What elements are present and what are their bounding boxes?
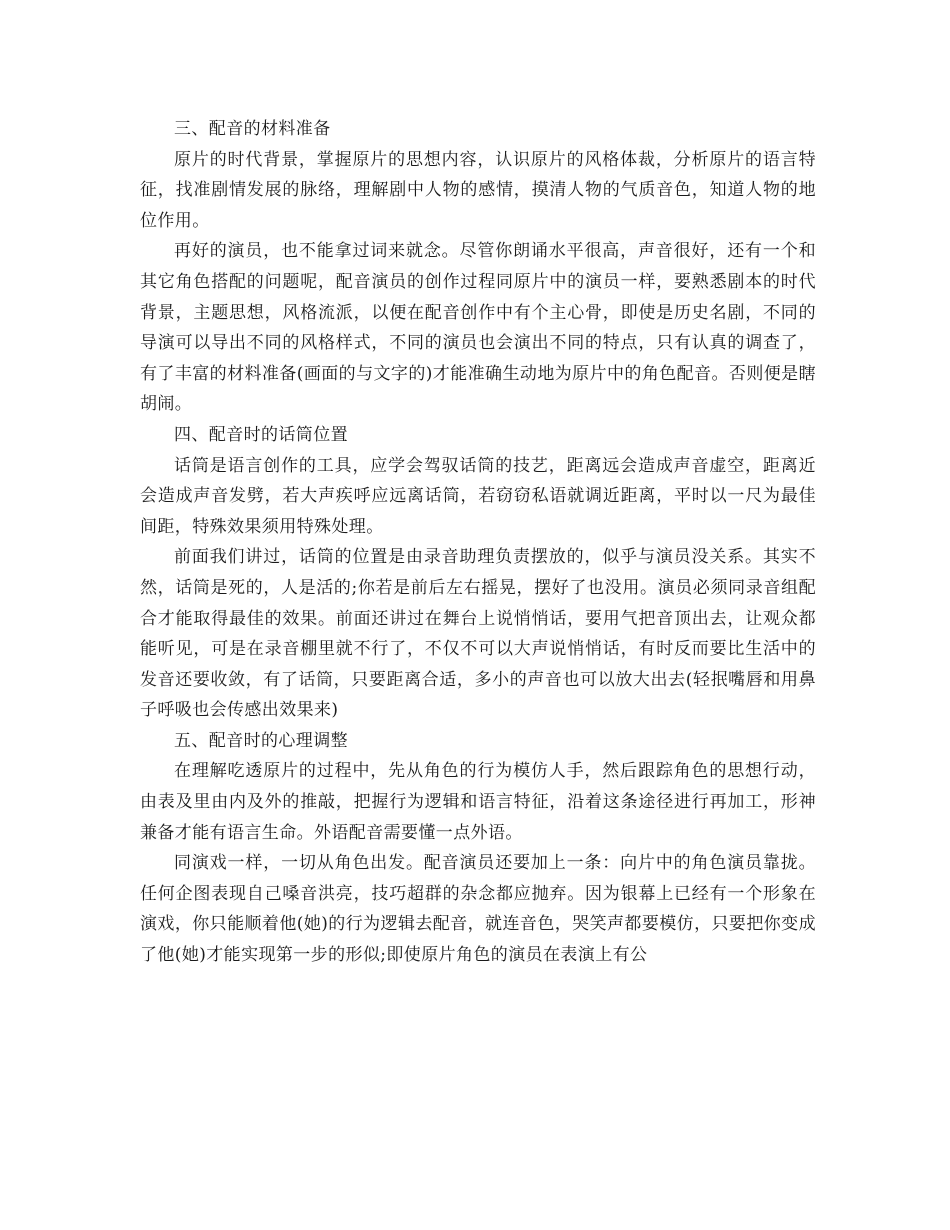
document-body bbox=[140, 114, 816, 971]
body-paragraph: 话筒是语言创作的工具，应学会驾驭话筒的技艺，距离远会造成声音虚空，距离近会造成声音发劈，若大声疾呼应远离话筒，若窃窃私语就调近距离，平时以一尺为最佳间距，特殊效果须用特殊处理。 bbox=[140, 455, 816, 537]
section-heading: 五、配音时的心理调整 bbox=[174, 730, 348, 751]
body-paragraph: 再好的演员，也不能拿过词来就念。尽管你朗诵水平很高，声音很好，还有一个和其它角色搭配的问题呢，配音演员的创作过程同原片中的演员一样，要熟悉剧本的时代背景，主题思想，风格流派，以便在配音创作中有个主心骨，即使是历史名剧，不同的导演可以导出不同的风格样式，不同的演员也会演出不同的特点，只有认真的调查了，有了丰富的材料准备(画面的与文字的)才能准确生动地为原片中的角色配音。否则便是瞎胡闹。 bbox=[140, 241, 816, 415]
section-heading: 三、配音的材料准备 bbox=[174, 119, 331, 139]
body-paragraph: 原片的时代背景，掌握原片的思想内容，认识原片的风格体裁，分析原片的语言特征，找准剧情发展的脉络，理解剧中人物的感情，摸清人物的气质音色，知道人物的地位作用。 bbox=[140, 149, 816, 231]
body-paragraph: 同演戏一样，一切从角色出发。配音演员还要加上一条：向片中的角色演员靠拢。任何企图表现自己嗓音洪亮，技巧超群的杂念都应抛弃。因为银幕上已经有一个形象在演戏，你只能顺着他(她)的行为逻辑去配音，就连音色，哭笑声都要模仿，只要把你变成了他(她)才能实现第一步的形似;即使原片角色的演员在表演上有公 bbox=[140, 853, 816, 966]
body-paragraph: 前面我们讲过，话筒的位置是由录音助理负责摆放的，似乎与演员没关系。其实不然，话筒是死的，人是活的;你若是前后左右摇晃，摆好了也没用。演员必须同录音组配合才能取得最佳的效果。前面还讲过在舞台上说悄悄话，要用气把音顶出去，让观众都能听见，可是在录音棚里就不行了，不仅不可以大声说悄悄话，有时反而要比生活中的发音还要收敛，有了话筒，只要距离合适，多小的声音也可以放大出去(轻抿嘴唇和用鼻子呼吸也会传感出效果来) bbox=[140, 547, 816, 721]
body-paragraph: 在理解吃透原片的过程中，先从角色的行为模仿人手，然后跟踪角色的思想行动，由表及里由内及外的推敲，把握行为逻辑和语言特征，沿着这条途径进行再加工，形神兼备才能有语言生命。外语配音需要懂一点外语。 bbox=[140, 761, 816, 843]
section-heading: 四、配音时的话筒位置 bbox=[174, 424, 348, 445]
